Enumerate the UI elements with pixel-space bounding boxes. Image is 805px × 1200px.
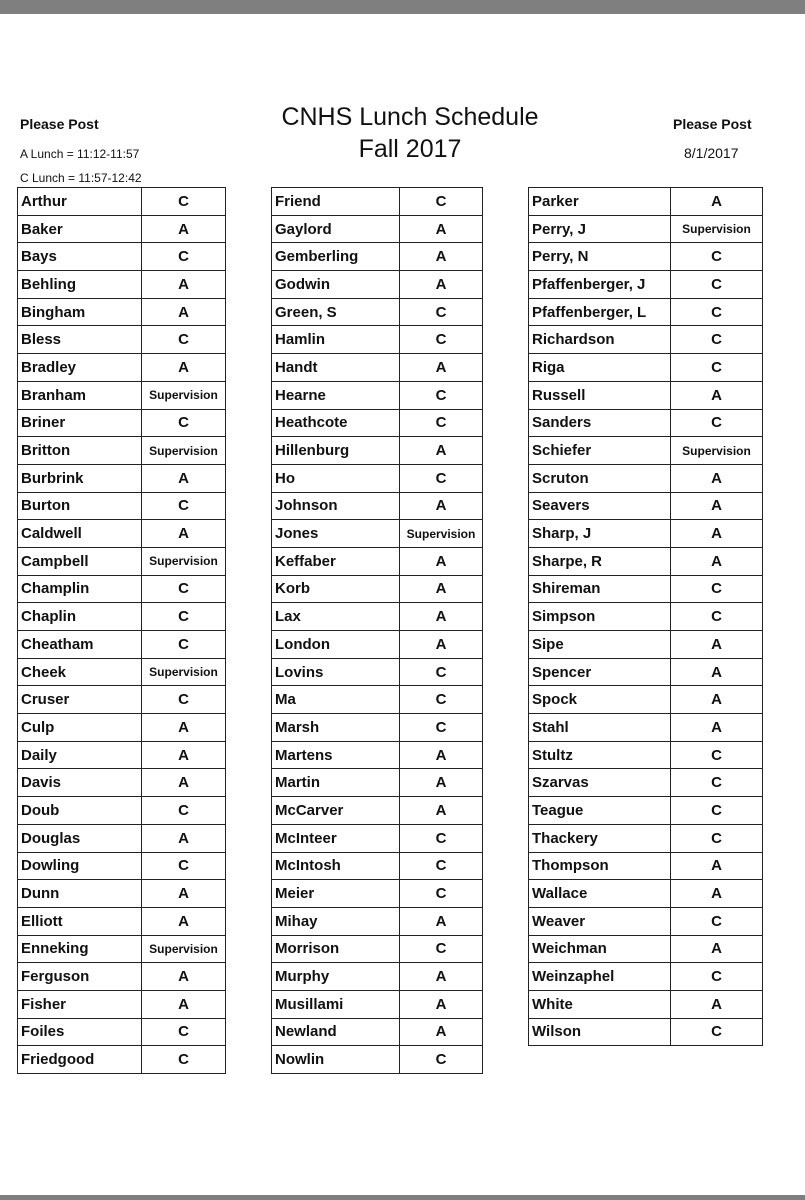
table-row [272,492,483,520]
lunch-assignment: Supervision [671,437,763,465]
lunch-assignment: C [400,935,483,963]
table-row [18,935,226,963]
lunch-assignment: C [400,1046,483,1074]
staff-name: Perry, J [529,215,671,243]
lunch-assignment: C [142,631,226,659]
staff-name: Spock [529,686,671,714]
c-lunch-time: C Lunch = 11:57-12:42 [20,171,142,185]
table-row [18,963,226,991]
table-row [272,797,483,825]
staff-name: Scruton [529,464,671,492]
staff-name: Martin [272,769,400,797]
table-row [529,658,763,686]
table-row [272,437,483,465]
lunch-assignment: C [142,326,226,354]
table-row [272,547,483,575]
staff-name: Chaplin [18,603,142,631]
staff-name: Culp [18,714,142,742]
lunch-assignment: C [142,1018,226,1046]
lunch-assignment: A [671,880,763,908]
table-row [272,188,483,216]
please-post-left: Please Post [20,116,99,132]
table-row [529,243,763,271]
lunch-assignment: A [400,243,483,271]
staff-name: Burbrink [18,464,142,492]
staff-name: Teague [529,797,671,825]
lunch-assignment: A [400,354,483,382]
staff-name: Fisher [18,990,142,1018]
staff-name: Dunn [18,880,142,908]
lunch-assignment: C [671,797,763,825]
bottom-frame-bar [0,1195,805,1200]
lunch-assignment: A [671,990,763,1018]
staff-name: Dowling [18,852,142,880]
staff-name: Shireman [529,575,671,603]
lunch-assignment: A [671,492,763,520]
table-row [529,1018,763,1046]
table-row [18,298,226,326]
lunch-assignment: A [142,354,226,382]
table-row [529,520,763,548]
staff-name: Pfaffenberger, L [529,298,671,326]
lunch-assignment: C [671,271,763,299]
staff-name: Hillenburg [272,437,400,465]
lunch-assignment: A [671,935,763,963]
table-row [529,714,763,742]
lunch-assignment: A [671,658,763,686]
staff-name: Riga [529,354,671,382]
table-row [18,1018,226,1046]
staff-name: Champlin [18,575,142,603]
lunch-assignment: A [671,631,763,659]
lunch-assignment: C [671,298,763,326]
table-row [529,215,763,243]
staff-name: Gemberling [272,243,400,271]
lunch-assignment: A [671,714,763,742]
staff-name: Cheatham [18,631,142,659]
staff-name: Green, S [272,298,400,326]
lunch-assignment: A [400,797,483,825]
lunch-assignment: A [671,852,763,880]
staff-name: Stahl [529,714,671,742]
lunch-assignment: A [400,437,483,465]
lunch-assignment: A [671,686,763,714]
table-row [529,354,763,382]
staff-name: Perry, N [529,243,671,271]
table-row [529,769,763,797]
lunch-assignment: C [400,188,483,216]
staff-name: Arthur [18,188,142,216]
table-row [18,520,226,548]
lunch-assignment: Supervision [142,935,226,963]
staff-name: McCarver [272,797,400,825]
table-row [272,907,483,935]
table-row [272,852,483,880]
staff-name: Doub [18,797,142,825]
table-row [272,769,483,797]
schedule-table-1 [17,187,226,1074]
table-row [529,880,763,908]
staff-name: Johnson [272,492,400,520]
staff-name: Davis [18,769,142,797]
lunch-assignment: A [400,769,483,797]
table-row [272,1046,483,1074]
lunch-assignment: A [400,990,483,1018]
staff-name: Ho [272,464,400,492]
table-row [272,381,483,409]
table-row [272,575,483,603]
lunch-assignment: A [400,1018,483,1046]
table-row [18,769,226,797]
staff-name: Morrison [272,935,400,963]
lunch-assignment: A [142,464,226,492]
staff-name: Caldwell [18,520,142,548]
table-row [529,326,763,354]
table-row [272,935,483,963]
table-row [529,852,763,880]
table-row [18,575,226,603]
staff-name: Musillami [272,990,400,1018]
table-row [529,381,763,409]
table-row [529,464,763,492]
lunch-assignment: Supervision [400,520,483,548]
table-row [529,797,763,825]
staff-name: Elliott [18,907,142,935]
table-row [18,243,226,271]
lunch-assignment: Supervision [142,437,226,465]
staff-name: Sanders [529,409,671,437]
schedule-table-2 [271,187,483,1074]
table-row [529,824,763,852]
staff-name: Lax [272,603,400,631]
lunch-assignment: A [400,575,483,603]
lunch-assignment: A [142,824,226,852]
staff-name: Foiles [18,1018,142,1046]
lunch-assignment: A [671,464,763,492]
lunch-assignment: C [671,769,763,797]
lunch-assignment: A [142,741,226,769]
staff-name: Bradley [18,354,142,382]
lunch-assignment: C [400,298,483,326]
table-row [529,935,763,963]
lunch-assignment: A [400,215,483,243]
staff-name: Campbell [18,547,142,575]
lunch-assignment: C [400,464,483,492]
table-row [18,686,226,714]
table-row [18,326,226,354]
staff-name: Britton [18,437,142,465]
table-row [529,437,763,465]
staff-name: Stultz [529,741,671,769]
lunch-assignment: C [671,963,763,991]
table-row [272,963,483,991]
staff-name: Korb [272,575,400,603]
staff-name: Mihay [272,907,400,935]
staff-name: Parker [529,188,671,216]
a-lunch-time: A Lunch = 11:12-11:57 [20,147,140,161]
staff-name: Wallace [529,880,671,908]
document-title: CNHS Lunch Schedule [281,103,539,131]
staff-name: Ma [272,686,400,714]
table-row [272,824,483,852]
staff-name: Meier [272,880,400,908]
table-row [18,797,226,825]
lunch-assignment: C [142,852,226,880]
staff-name: Handt [272,354,400,382]
staff-name: Godwin [272,271,400,299]
table-row [18,658,226,686]
staff-name: Marsh [272,714,400,742]
staff-name: Friend [272,188,400,216]
staff-name: Branham [18,381,142,409]
table-row [529,575,763,603]
staff-name: Schiefer [529,437,671,465]
staff-name: Cheek [18,658,142,686]
table-row [18,880,226,908]
table-row [529,686,763,714]
table-row [272,271,483,299]
table-row [272,215,483,243]
table-row [18,464,226,492]
lunch-assignment: C [400,381,483,409]
table-row [272,686,483,714]
top-frame-bar [0,0,805,14]
table-row [18,381,226,409]
table-row [529,963,763,991]
document-subtitle: Fall 2017 [358,135,462,163]
table-row [18,990,226,1018]
lunch-assignment: C [671,741,763,769]
lunch-assignment: C [142,575,226,603]
lunch-assignment: C [671,824,763,852]
lunch-assignment: A [142,298,226,326]
lunch-assignment: Supervision [142,381,226,409]
staff-name: Weichman [529,935,671,963]
staff-name: Burton [18,492,142,520]
staff-name: Keffaber [272,547,400,575]
lunch-assignment: A [142,990,226,1018]
lunch-assignment: C [142,492,226,520]
lunch-assignment: A [400,547,483,575]
lunch-assignment: Supervision [671,215,763,243]
table-row [18,631,226,659]
staff-name: Spencer [529,658,671,686]
schedule-table-3 [528,187,763,1046]
lunch-assignment: C [400,409,483,437]
lunch-assignment: C [142,1046,226,1074]
table-row [272,631,483,659]
lunch-assignment: A [142,714,226,742]
staff-name: Friedgood [18,1046,142,1074]
lunch-assignment: A [671,188,763,216]
table-row [272,464,483,492]
staff-name: Thompson [529,852,671,880]
table-row [529,741,763,769]
table-row [18,437,226,465]
staff-name: Heathcote [272,409,400,437]
lunch-assignment: C [142,243,226,271]
lunch-assignment: C [671,603,763,631]
staff-name: Daily [18,741,142,769]
lunch-assignment: A [142,963,226,991]
staff-name: Sipe [529,631,671,659]
staff-name: Bless [18,326,142,354]
staff-name: Richardson [529,326,671,354]
table-row [18,1046,226,1074]
table-row [272,990,483,1018]
lunch-assignment: C [671,354,763,382]
lunch-assignment: A [142,520,226,548]
table-row [272,243,483,271]
table-row [272,298,483,326]
lunch-assignment: C [400,658,483,686]
staff-name: Nowlin [272,1046,400,1074]
table-row [272,354,483,382]
please-post-right: Please Post [673,116,752,132]
staff-name: Briner [18,409,142,437]
table-row [18,907,226,935]
staff-name: Murphy [272,963,400,991]
staff-name: Enneking [18,935,142,963]
lunch-assignment: A [142,271,226,299]
table-row [272,520,483,548]
staff-name: Bingham [18,298,142,326]
lunch-assignment: A [142,769,226,797]
staff-name: London [272,631,400,659]
table-row [272,603,483,631]
lunch-assignment: A [400,631,483,659]
staff-name: Hamlin [272,326,400,354]
table-row [272,880,483,908]
table-row [18,492,226,520]
staff-name: Weaver [529,907,671,935]
lunch-assignment: C [142,686,226,714]
lunch-assignment: A [142,907,226,935]
document-date: 8/1/2017 [684,145,739,161]
staff-name: Pfaffenberger, J [529,271,671,299]
lunch-assignment: C [671,409,763,437]
table-row [18,409,226,437]
table-row [18,741,226,769]
table-row [18,852,226,880]
lunch-assignment: C [671,575,763,603]
lunch-assignment: C [142,409,226,437]
lunch-assignment: C [671,1018,763,1046]
lunch-assignment: C [142,603,226,631]
staff-name: Simpson [529,603,671,631]
staff-name: McInteer [272,824,400,852]
table-row [529,271,763,299]
table-row [529,990,763,1018]
lunch-assignment: A [400,963,483,991]
table-row [272,741,483,769]
table-row [272,326,483,354]
lunch-assignment: C [400,880,483,908]
staff-name: Cruser [18,686,142,714]
staff-name: Newland [272,1018,400,1046]
staff-name: Russell [529,381,671,409]
table-row [18,354,226,382]
staff-name: Gaylord [272,215,400,243]
staff-name: Weinzaphel [529,963,671,991]
table-row [529,298,763,326]
lunch-assignment: C [142,188,226,216]
table-row [272,409,483,437]
lunch-assignment: A [400,907,483,935]
lunch-assignment: C [400,852,483,880]
lunch-assignment: C [671,907,763,935]
staff-name: Behling [18,271,142,299]
staff-name: Sharp, J [529,520,671,548]
table-row [18,824,226,852]
table-row [529,492,763,520]
table-row [18,603,226,631]
staff-name: Ferguson [18,963,142,991]
staff-name: White [529,990,671,1018]
staff-name: McIntosh [272,852,400,880]
lunch-assignment: C [671,243,763,271]
table-row [18,215,226,243]
table-row [529,409,763,437]
staff-name: Hearne [272,381,400,409]
table-row [529,603,763,631]
lunch-assignment: A [400,492,483,520]
lunch-assignment: A [142,215,226,243]
lunch-assignment: C [400,714,483,742]
lunch-assignment: C [671,326,763,354]
table-row [529,631,763,659]
staff-name: Bays [18,243,142,271]
staff-name: Thackery [529,824,671,852]
lunch-assignment: A [400,741,483,769]
staff-name: Lovins [272,658,400,686]
lunch-assignment: A [400,271,483,299]
lunch-assignment: A [400,603,483,631]
lunch-assignment: Supervision [142,658,226,686]
lunch-assignment: C [400,326,483,354]
staff-name: Jones [272,520,400,548]
staff-name: Baker [18,215,142,243]
lunch-assignment: C [400,686,483,714]
table-row [18,271,226,299]
table-row [529,907,763,935]
table-row [272,714,483,742]
staff-name: Seavers [529,492,671,520]
lunch-assignment: C [400,824,483,852]
lunch-assignment: Supervision [142,547,226,575]
table-row [18,188,226,216]
staff-name: Szarvas [529,769,671,797]
lunch-assignment: A [142,880,226,908]
staff-name: Martens [272,741,400,769]
staff-name: Douglas [18,824,142,852]
table-row [272,1018,483,1046]
staff-name: Wilson [529,1018,671,1046]
table-row [18,714,226,742]
lunch-assignment: A [671,381,763,409]
table-row [18,547,226,575]
table-row [529,188,763,216]
staff-name: Sharpe, R [529,547,671,575]
lunch-assignment: A [671,520,763,548]
table-row [529,547,763,575]
lunch-assignment: A [671,547,763,575]
table-row [272,658,483,686]
lunch-assignment: C [142,797,226,825]
